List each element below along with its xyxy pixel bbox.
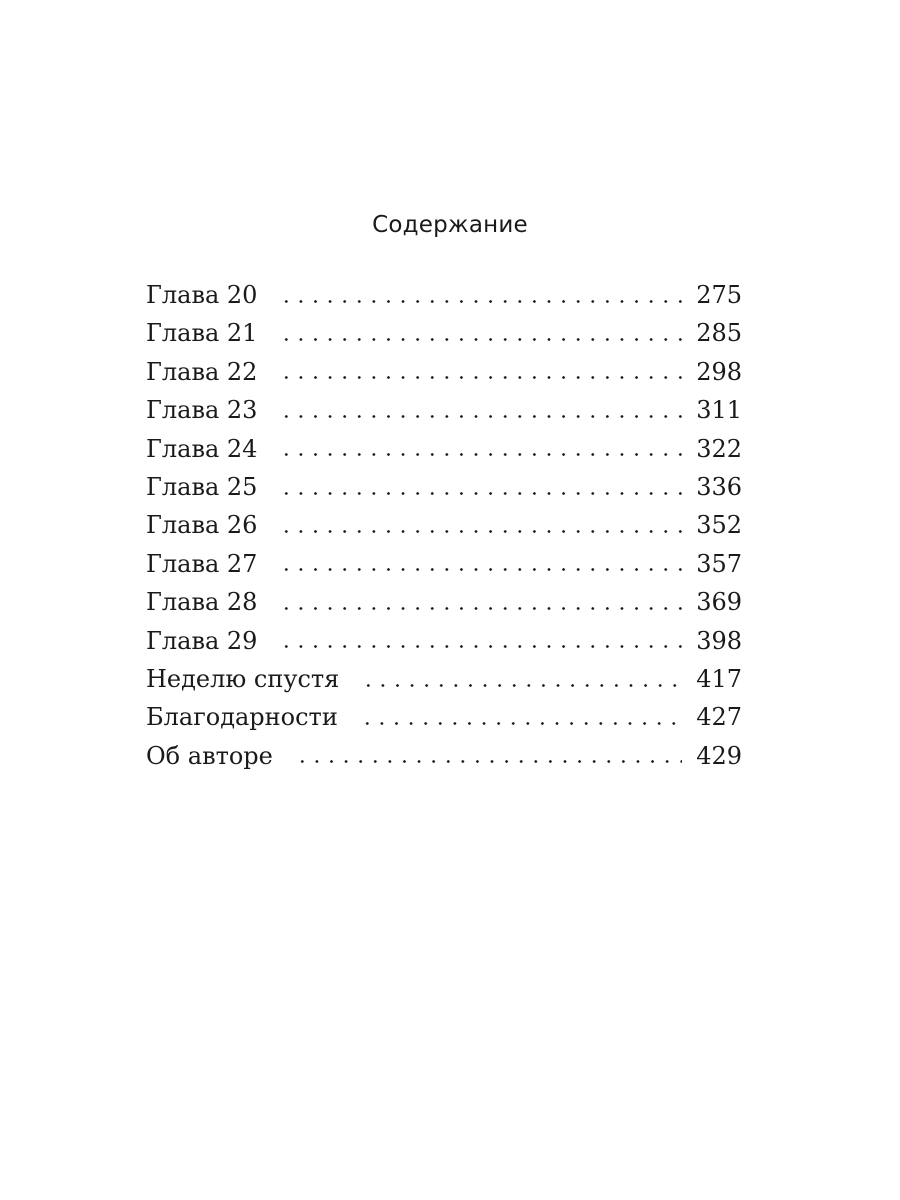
dot-leader [279,645,682,648]
toc-entry-label: Глава 25 [146,472,258,501]
toc-entry[interactable] [146,276,742,314]
dot-leader [295,760,682,763]
toc-entry-label: Глава 29 [146,626,258,655]
toc-entry[interactable] [146,506,742,544]
toc-entry[interactable] [146,622,742,660]
toc-entry-label: Об авторе [146,741,273,770]
toc-entry-label: Глава 23 [146,396,258,425]
dot-leader [361,684,682,687]
toc-entry-page: 429 [696,741,742,770]
toc-entry-page: 352 [696,511,742,540]
toc-entry-label: Глава 20 [146,281,258,309]
toc-entry[interactable] [146,353,742,391]
toc-entry-page: 322 [696,434,742,463]
toc-entry[interactable] [146,430,742,468]
dot-leader [279,300,682,303]
toc-entry-label: Глава 27 [146,549,258,578]
toc-entry[interactable] [146,583,742,621]
toc-entry-page: 427 [696,703,742,732]
dot-leader [279,492,682,495]
toc-entry[interactable] [146,545,742,583]
toc-entry[interactable] [146,660,742,698]
dot-leader [279,415,682,418]
toc-entry-label: Глава 26 [146,511,258,540]
toc-entry-page: 311 [696,396,742,425]
toc-entry-page: 369 [696,588,742,617]
toc-entry-label: Глава 22 [146,357,258,386]
dot-leader [279,607,682,610]
toc-entry[interactable] [146,391,742,429]
toc-entry-label: Благодарности [146,703,338,732]
toc-entry-page: 398 [696,626,742,655]
toc-entry[interactable] [146,468,742,506]
toc-entry-label: Глава 28 [146,588,258,617]
toc-entry-label: Глава 24 [146,434,258,463]
toc-entry-page: 298 [696,357,742,386]
dot-leader [360,722,682,725]
table-of-contents [146,276,742,775]
toc-entry-page: 336 [696,472,742,501]
page-title: Содержание [372,212,528,238]
toc-entry[interactable] [146,737,742,775]
toc-entry[interactable] [146,314,742,352]
dot-leader [279,376,682,379]
toc-entry-page: 417 [696,664,742,693]
dot-leader [279,338,682,341]
toc-entry-page: 357 [696,549,742,578]
dot-leader [279,568,682,571]
toc-entry-label: Неделю спустя [146,664,340,693]
toc-entry-label: Глава 21 [146,319,258,348]
toc-entry[interactable] [146,698,742,736]
toc-entry-page: 275 [696,281,742,309]
toc-entry-page: 285 [696,319,742,348]
dot-leader [279,453,682,456]
dot-leader [279,530,682,533]
